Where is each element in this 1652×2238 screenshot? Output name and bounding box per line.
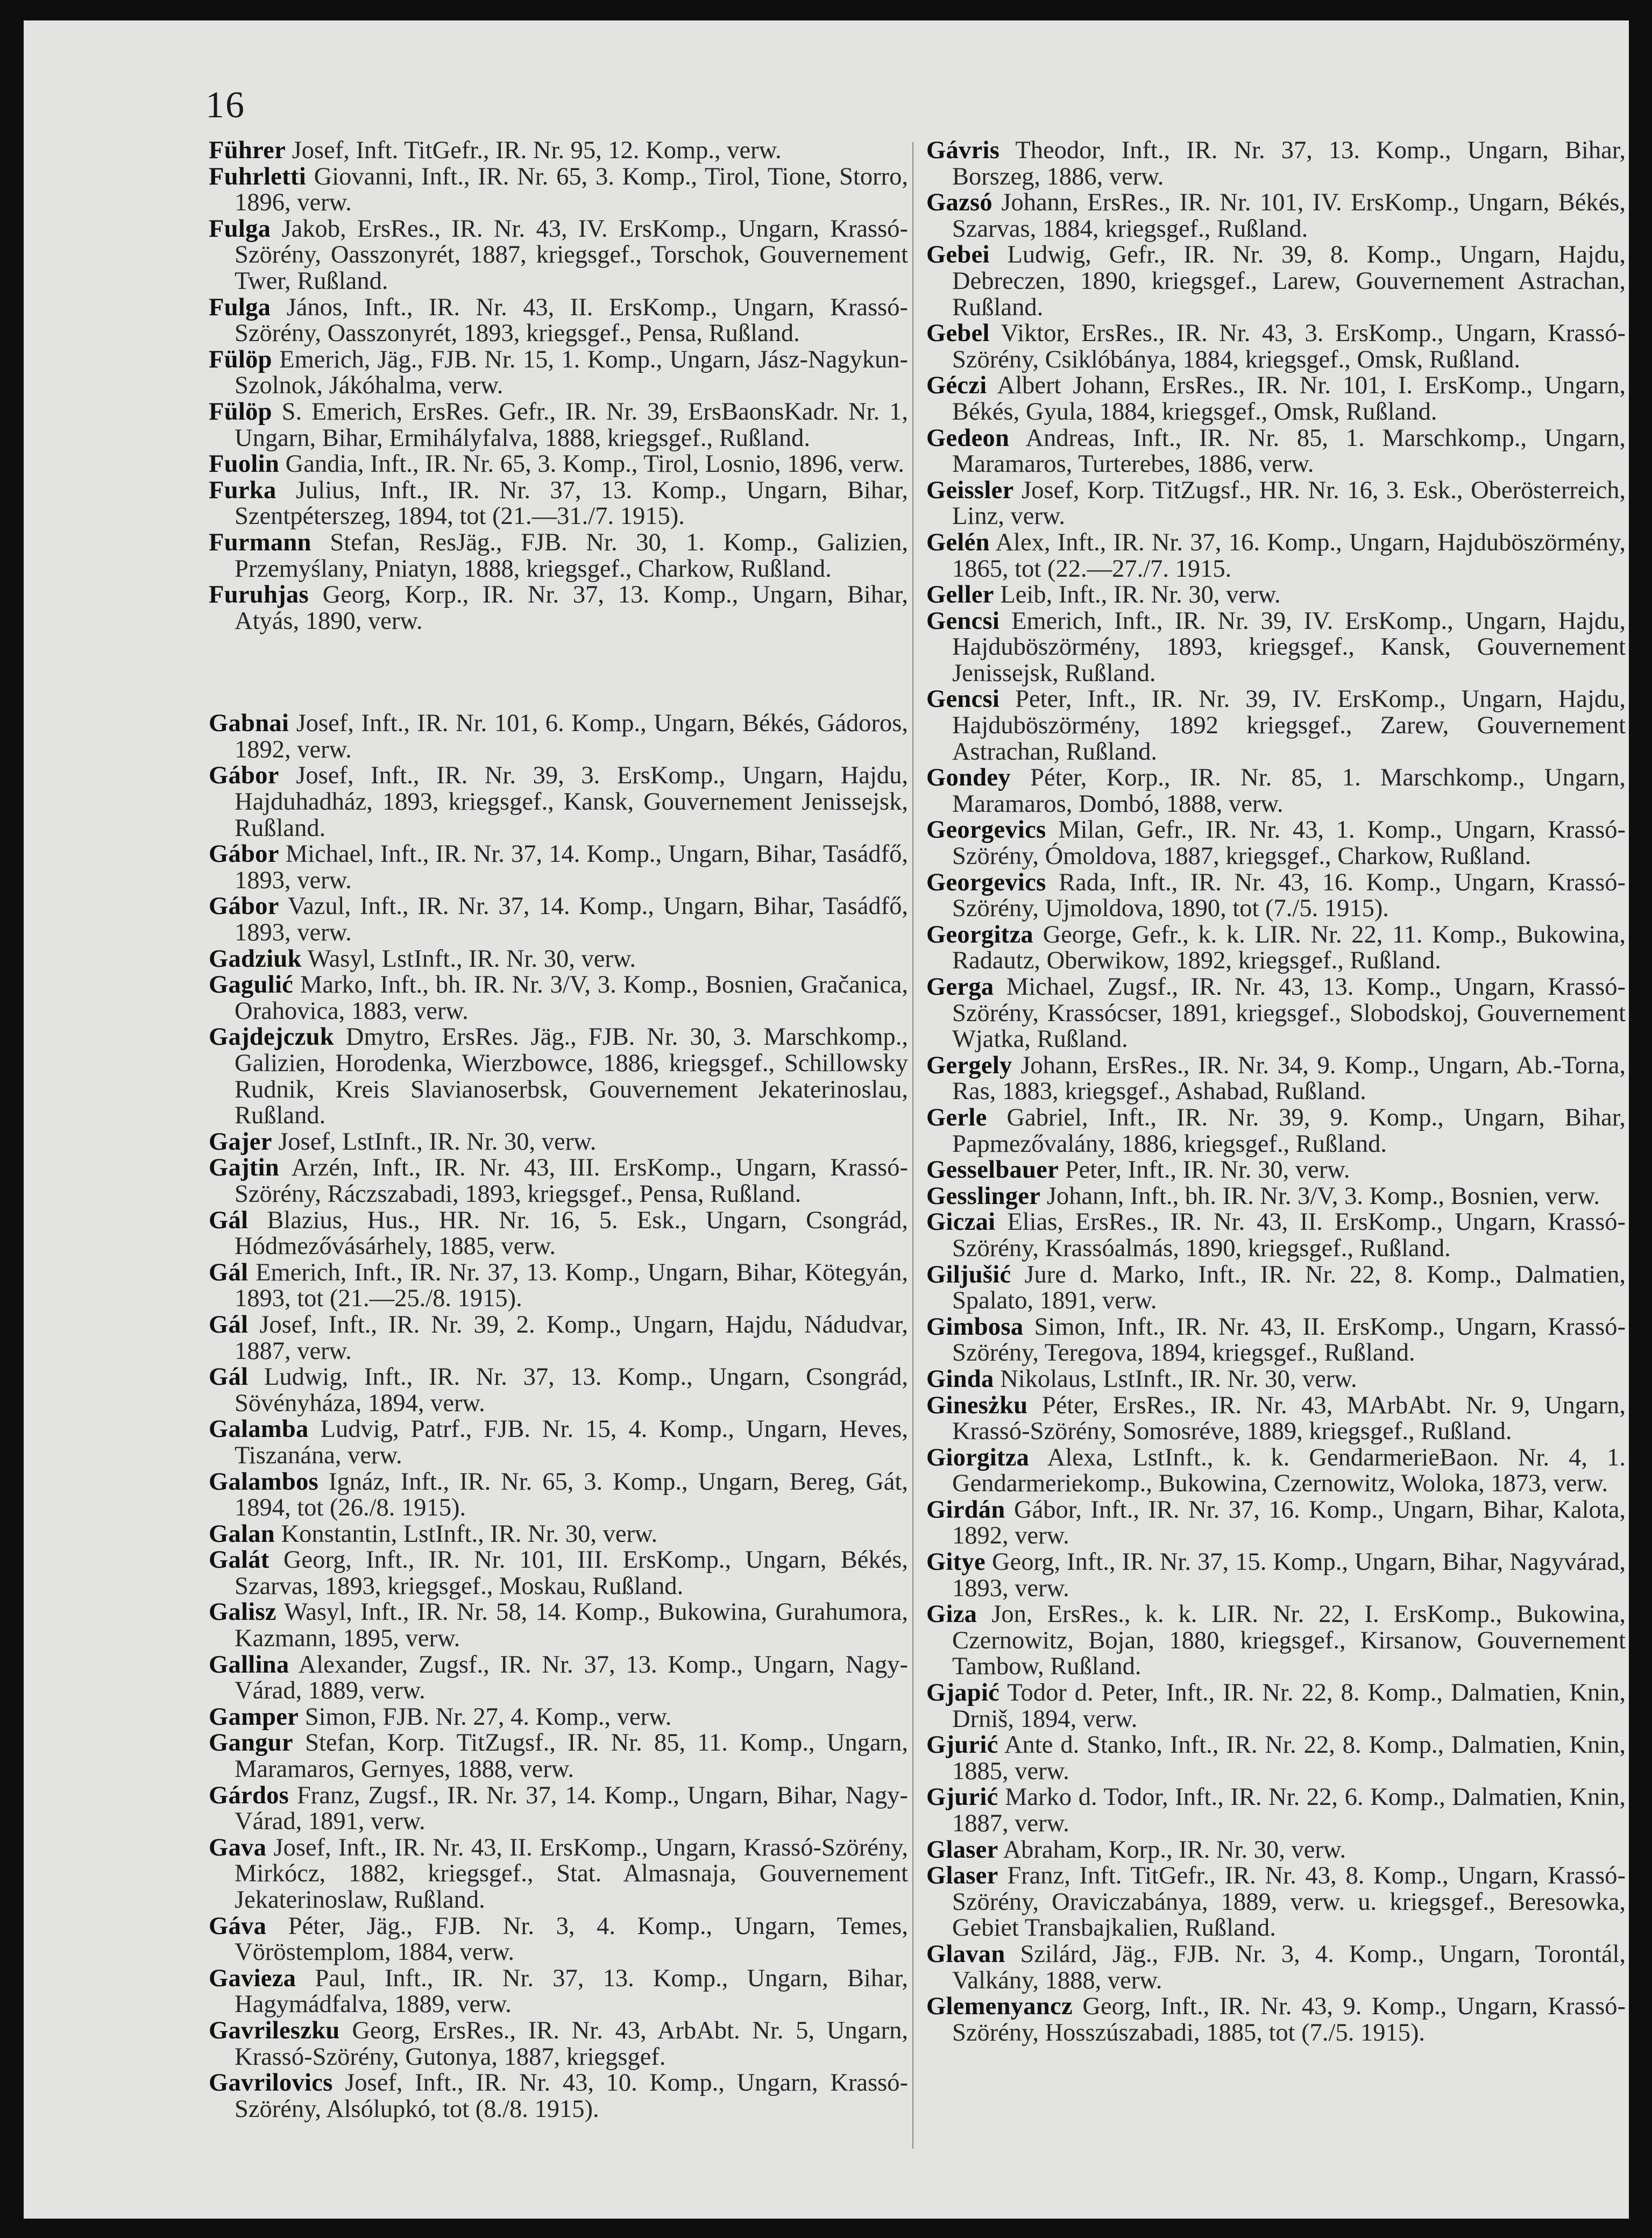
entry-details: Georg, Inft., IR. Nr. 43, 9. Komp., Ungarn, Krassó-Szörény, Hosszúszabadi, 1885, tot (7./5. 1915). — [952, 1993, 1626, 2046]
register-entry — [209, 972, 908, 1024]
register-entry — [209, 1783, 908, 1835]
entry-details: Ante d. Stanko, Inft., IR. Nr. 22, 8. Komp., Dalmatien, Knin, 1885, verw. — [952, 1731, 1626, 1785]
register-entry — [209, 1547, 908, 1599]
entry-details: Rada, Inft., IR. Nr. 43, 16. Komp., Ungarn, Krassó-Szörény, Ujmoldova, 1890, tot (7./5. 1915). — [952, 868, 1626, 923]
entry-details: Julius, Inft., IR. Nr. 37, 13. Komp., Ungarn, Bihar, Szentpéterszeg, 1894, tot (21.—31./7. 1915). — [235, 476, 908, 530]
entry-surname: Führer — [209, 137, 286, 164]
entry-details: Jure d. Marko, Inft., IR. Nr. 22, 8. Komp., Dalmatien, Spalato, 1891, verw. — [952, 1260, 1626, 1315]
entry-details: Georg, Korp., IR. Nr. 37, 13. Komp., Ungarn, Bihar, Atyás, 1890, verw. — [235, 581, 908, 635]
left-column — [209, 138, 908, 2122]
entry-surname: Fülöp — [209, 345, 272, 373]
entry-surname: Gál — [209, 1311, 249, 1338]
entry-details: Ludwig, Gefr., IR. Nr. 39, 8. Komp., Ungarn, Hajdu, Debreczen, 1890, kriegsgef., Larew, Gouvernement Astrachan, Rußland. — [952, 241, 1626, 321]
entry-surname: Gebel — [926, 320, 990, 348]
register-entry — [209, 530, 908, 582]
entry-details: Georg, ErsRes., IR. Nr. 43, ArbAbt. Nr. 5, Ungarn, Krassó-Szörény, Gutonya, 1887, kriegsgef. — [235, 2016, 908, 2071]
register-entry — [926, 1942, 1626, 1994]
entry-details: Gabriel, Inft., IR. Nr. 39, 9. Komp., Ungarn, Bihar, Papmezővalány, 1886, kriegsgef., Rußland. — [952, 1103, 1626, 1158]
document-page — [24, 20, 1629, 2219]
entry-surname: Gadziuk — [209, 945, 302, 973]
register-entry — [209, 1024, 908, 1129]
register-entry — [209, 1966, 908, 2018]
register-entry — [926, 321, 1626, 373]
register-entry — [926, 974, 1626, 1053]
entry-details: Péter, Korp., IR. Nr. 85, 1. Marschkomp., Ungarn, Maramaros, Dombó, 1888, verw. — [952, 764, 1626, 818]
register-entry — [209, 295, 908, 347]
entry-details: Leib, Inft., IR. Nr. 30, verw. — [994, 581, 1281, 609]
entry-details: Peter, Inft., IR. Nr. 30, verw. — [1059, 1156, 1350, 1184]
entry-surname: Gábor — [209, 762, 279, 790]
register-entry — [926, 1366, 1626, 1393]
entry-surname: Galan — [209, 1520, 275, 1548]
register-entry — [209, 711, 908, 763]
register-entry — [926, 1314, 1626, 1366]
entry-surname: Fulga — [209, 215, 271, 243]
entry-surname: Gjurić — [926, 1731, 998, 1759]
entry-details: Stefan, Korp. TitZugsf., IR. Nr. 85, 11. Komp., Ungarn, Maramaros, Gernyes, 1888, verw. — [235, 1729, 908, 1783]
register-entry — [209, 1835, 908, 1914]
entry-surname: Gáva — [209, 1912, 267, 1940]
register-entry — [926, 1262, 1626, 1314]
entry-details: S. Emerich, ErsRes. Gefr., IR. Nr. 39, ErsBaonsKadr. Nr. 1, Ungarn, Bihar, Ermihályfalva, 1888, kriegsgef., Rußland. — [235, 398, 908, 452]
register-entry — [209, 478, 908, 530]
register-entry — [926, 582, 1626, 608]
entry-surname: Geissler — [926, 476, 1014, 504]
entry-surname: Girdán — [926, 1496, 1005, 1524]
register-entry — [926, 922, 1626, 974]
register-entry — [926, 1732, 1626, 1784]
register-entry — [209, 1364, 908, 1417]
entry-surname: Glavan — [926, 1940, 1005, 1968]
entry-surname: Gebei — [926, 241, 990, 269]
register-entry — [926, 1184, 1626, 1210]
entry-details: Arzén, Inft., IR. Nr. 43, III. ErsKomp., Ungarn, Krassó-Szörény, Ráczszabadi, 1893, kriegsgef., Pensa, Rußland. — [235, 1154, 908, 1208]
entry-surname: Georgevics — [926, 868, 1046, 896]
register-entry — [926, 426, 1626, 478]
entry-details: Johann, ErsRes., IR. Nr. 34, 9. Komp., Ungarn, Ab.-Torna, Ras, 1883, kriegsgef., Ashabad, Rußland. — [952, 1051, 1626, 1106]
entry-surname: Gelén — [926, 528, 990, 556]
entry-details: Ludvig, Patrf., FJB. Nr. 15, 4. Komp., Ungarn, Heves, Tiszanána, verw. — [235, 1415, 908, 1469]
entry-details: Johann, Inft., bh. IR. Nr. 3/V, 3. Komp., Bosnien, verw. — [1040, 1182, 1600, 1210]
register-entry — [926, 138, 1626, 190]
entry-details: Josef, Korp. TitZugsf., HR. Nr. 16, 3. Esk., Oberösterreich, Linz, verw. — [952, 476, 1626, 530]
register-entry — [209, 1129, 908, 1156]
entry-surname: Gava — [209, 1833, 267, 1861]
entry-details: Josef, Inft., IR. Nr. 43, 10. Komp., Ungarn, Krassó-Szörény, Alsólupkó, tot (8./8. 1915). — [235, 2069, 908, 2123]
entry-surname: Glaser — [926, 1836, 998, 1864]
entry-surname: Ginesżku — [926, 1391, 1028, 1419]
entry-details: Ignáz, Inft., IR. Nr. 65, 3. Komp., Ungarn, Bereg, Gát, 1894, tot (26./8. 1915). — [235, 1468, 908, 1522]
entry-surname: Gitye — [926, 1548, 985, 1576]
entry-details: Peter, Inft., IR. Nr. 39, IV. ErsKomp., Ungarn, Hajdu, Hajduböszörmény, 1892 kriegsgef., Zarew, Gouvernement Astrachan, Rußland. — [952, 685, 1626, 766]
register-entry — [926, 870, 1626, 922]
register-entry — [209, 1208, 908, 1260]
entry-surname: Gencsi — [926, 685, 1000, 713]
entry-details: Theodor, Inft., IR. Nr. 37, 13. Komp., Ungarn, Bihar, Borszeg, 1886, verw. — [952, 137, 1626, 190]
entry-surname: Gabnai — [209, 710, 289, 738]
entry-surname: Gavieza — [209, 1964, 296, 1992]
entry-surname: Géczi — [926, 372, 987, 400]
entry-details: Alex, Inft., IR. Nr. 37, 16. Komp., Ungarn, Hajduböszörmény, 1865, tot (22.—27./7. 1915. — [952, 528, 1626, 583]
register-entry — [926, 1994, 1626, 2046]
right-column — [926, 138, 1626, 2046]
entry-details: Jon, ErsRes., k. k. LIR. Nr. 22, I. ErsKomp., Bukowina, Czernowitz, Bojan, 1880, kriegsgef., Kirsanow, Gouvernement Tambow, Rußland. — [952, 1600, 1626, 1681]
entry-details: Emerich, Jäg., FJB. Nr. 15, 1. Komp., Ungarn, Jász-Nagykun-Szolnok, Jákóhalma, verw. — [235, 345, 908, 400]
entry-surname: Gondey — [926, 764, 1011, 792]
entry-surname: Galamba — [209, 1415, 309, 1443]
entry-surname: Gazsó — [926, 189, 992, 217]
entry-surname: Furmann — [209, 528, 311, 556]
entry-surname: Fulga — [209, 293, 271, 321]
register-entry — [926, 1549, 1626, 1602]
entry-surname: Gavrileszku — [209, 2016, 340, 2044]
entry-details: Josef, Inft., IR. Nr. 43, II. ErsKomp., Ungarn, Krassó-Szörény, Mirkócz, 1882, kriegsgef., Stat. Almasnaja, Gouvernement Jekaterinoslaw, Rußland. — [235, 1833, 908, 1914]
entry-details: Simon, FJB. Nr. 27, 4. Komp., verw. — [299, 1703, 672, 1731]
register-entry — [209, 841, 908, 894]
register-entry — [926, 765, 1626, 817]
entry-surname: Gál — [209, 1363, 249, 1391]
entry-surname: Gamper — [209, 1703, 299, 1731]
register-entry — [209, 1155, 908, 1207]
entry-details: Josef, Inft., IR. Nr. 39, 2. Komp., Ungarn, Hajdu, Nádudvar, 1887, verw. — [235, 1311, 908, 1365]
register-entry — [209, 763, 908, 841]
entry-surname: Gajer — [209, 1128, 272, 1156]
entry-surname: Gagulić — [209, 971, 294, 999]
entry-surname: Georgevics — [926, 816, 1046, 844]
entry-details: Josef, Inft., IR. Nr. 101, 6. Komp., Ungarn, Békés, Gádoros, 1892, verw. — [235, 710, 908, 763]
entry-details: Konstantin, LstInft., IR. Nr. 30, verw. — [274, 1520, 658, 1548]
entry-surname: Giczai — [926, 1208, 996, 1236]
register-entry — [209, 1704, 908, 1731]
entry-surname: Giljušić — [926, 1260, 1011, 1288]
register-entry — [926, 1784, 1626, 1837]
entry-details: Todor d. Peter, Inft., IR. Nr. 22, 8. Komp., Dalmatien, Knin, Drniš, 1894, verw. — [952, 1679, 1626, 1733]
entry-surname: Gábor — [209, 893, 279, 920]
entry-surname: Gárdos — [209, 1781, 289, 1809]
register-entry — [209, 582, 908, 634]
entry-surname: Ginda — [926, 1365, 994, 1393]
entry-details: Nikolaus, LstInft., IR. Nr. 30, verw. — [994, 1365, 1357, 1393]
entry-details: Emerich, Inft., IR. Nr. 37, 13. Komp., Ungarn, Bihar, Kötegyán, 1893, tot (21.—25./8. 1915). — [235, 1258, 908, 1313]
register-entry — [209, 1521, 908, 1548]
entry-details: Milan, Gefr., IR. Nr. 43, 1. Komp., Ungarn, Krassó-Szörény, Ómoldova, 1887, kriegsgef., Charkow, Rußland. — [952, 816, 1626, 870]
register-entry — [209, 216, 908, 295]
entry-surname: Gerga — [926, 973, 994, 1001]
entry-details: Andreas, Inft., IR. Nr. 85, 1. Marschkomp., Ungarn, Maramaros, Turterebes, 1886, verw. — [952, 424, 1626, 478]
entry-surname: Gimbosa — [926, 1313, 1024, 1341]
register-entry — [926, 608, 1626, 687]
entry-details: Josef, Inft. TitGefr., IR. Nr. 95, 12. Komp., verw. — [286, 137, 782, 164]
register-entry — [926, 1157, 1626, 1184]
register-entry — [209, 399, 908, 451]
entry-surname: Gajtin — [209, 1154, 279, 1182]
entry-surname: Fülöp — [209, 398, 272, 426]
entry-details: Abraham, Korp., IR. Nr. 30, verw. — [998, 1836, 1346, 1864]
entry-details: Michael, Inft., IR. Nr. 37, 14. Komp., Ungarn, Bihar, Tasádfő, 1893, verw. — [235, 840, 908, 894]
entry-surname: Gjurić — [926, 1783, 998, 1811]
entry-details: Wasyl, Inft., IR. Nr. 58, 14. Komp., Bukowina, Gurahumora, Kazmann, 1895, verw. — [235, 1598, 908, 1653]
entry-details: Dmytro, ErsRes. Jäg., FJB. Nr. 30, 3. Marschkomp., Galizien, Horodenka, Wierzbowce, 1886, kriegsgef., Schillowsky Rudnik, Kreis Slavianoserbsk, Gouvernement Jekaterinoslau, Rußland. — [235, 1023, 908, 1130]
register-entry — [209, 1730, 908, 1782]
entry-surname: Gávris — [926, 137, 1000, 164]
entry-surname: Giorgitza — [926, 1443, 1030, 1471]
register-entry — [209, 1469, 908, 1521]
entry-surname: Giza — [926, 1600, 977, 1628]
section-gap — [209, 634, 908, 711]
entry-surname: Gábor — [209, 840, 279, 868]
entry-surname: Gjapić — [926, 1679, 1000, 1707]
entry-surname: Fuhrletti — [209, 162, 306, 190]
entry-surname: Galisz — [209, 1598, 276, 1626]
entry-details: János, Inft., IR. Nr. 43, II. ErsKomp., Ungarn, Krassó-Szörény, Oasszonyrét, 1893, kriegsgef., Pensa, Rußland. — [235, 293, 908, 348]
entry-surname: Furuhjas — [209, 581, 309, 609]
entry-details: Albert Johann, ErsRes., IR. Nr. 101, I. ErsKomp., Ungarn, Békés, Gyula, 1884, kriegsgef., Omsk, Rußland. — [952, 372, 1626, 426]
entry-details: Franz, Zugsf., IR. Nr. 37, 14. Komp., Ungarn, Bihar, Nagy-Várad, 1891, verw. — [235, 1781, 908, 1836]
entry-surname: Glaser — [926, 1862, 998, 1890]
entry-details: Péter, ErsRes., IR. Nr. 43, MArbAbt. Nr. 9, Ungarn, Krassó-Szörény, Somosréve, 1889, kriegsgef., Rußland. — [952, 1391, 1626, 1446]
register-entry — [209, 1652, 908, 1704]
entry-details: Wasyl, LstInft., IR. Nr. 30, verw. — [301, 945, 636, 973]
register-entry — [926, 686, 1626, 765]
register-entry — [209, 1312, 908, 1364]
register-entry — [926, 1602, 1626, 1680]
register-entry — [209, 1914, 908, 1966]
register-entry — [926, 190, 1626, 242]
register-entry — [926, 1393, 1626, 1445]
register-entry — [209, 138, 908, 164]
register-entry — [209, 1260, 908, 1312]
register-entry — [926, 817, 1626, 869]
entry-surname: Gavrilovics — [209, 2069, 333, 2097]
column-divider — [912, 142, 913, 2149]
entry-surname: Gerle — [926, 1103, 987, 1131]
entry-surname: Gergely — [926, 1051, 1012, 1079]
register-entry — [926, 1680, 1626, 1732]
register-entry — [926, 1837, 1626, 1864]
entry-details: Szilárd, Jäg., FJB. Nr. 3, 4. Komp., Ungarn, Torontál, Valkány, 1888, verw. — [952, 1940, 1626, 1994]
entry-details: Gandia, Inft., IR. Nr. 65, 3. Komp., Tirol, Losnio, 1896, verw. — [279, 450, 905, 478]
entry-details: Georg, Inft., IR. Nr. 37, 15. Komp., Ungarn, Bihar, Nagyvárad, 1893, verw. — [952, 1548, 1626, 1602]
register-entry — [209, 347, 908, 399]
entry-surname: Gesslinger — [926, 1182, 1041, 1210]
entry-surname: Gesselbauer — [926, 1156, 1059, 1184]
entry-details: Franz, Inft. TitGefr., IR. Nr. 43, 8. Komp., Ungarn, Krassó-Szörény, Oraviczabánya, 1889, verw. u. kriegsgef., Beresowka, Gebiet Transbajkalien, Rußland. — [952, 1862, 1626, 1942]
register-entry — [209, 894, 908, 946]
entry-details: Georg, Inft., IR. Nr. 101, III. ErsKomp., Ungarn, Békés, Szarvas, 1893, kriegsgef., Moskau, Rußland. — [235, 1546, 908, 1600]
entry-details: Jakob, ErsRes., IR. Nr. 43, IV. ErsKomp., Ungarn, Krassó-Szörény, Oasszonyrét, 1887, kriegsgef., Torschok, Gouvernement Twer, Rußland. — [235, 215, 908, 295]
entry-details: Vazul, Inft., IR. Nr. 37, 14. Komp., Ungarn, Bihar, Tasádfő, 1893, verw. — [235, 893, 908, 947]
register-entry — [926, 1497, 1626, 1549]
register-entry — [926, 1863, 1626, 1942]
entry-surname: Gangur — [209, 1729, 293, 1757]
entry-details: Alexander, Zugsf., IR. Nr. 37, 13. Komp., Ungarn, Nagy-Várad, 1889, verw. — [235, 1651, 908, 1705]
entry-details: Emerich, Inft., IR. Nr. 39, IV. ErsKomp., Ungarn, Hajdu, Hajduböszörmény, 1893, kriegsgef., Kansk, Gouvernement Jenissejsk, Rußland. — [952, 607, 1626, 687]
register-entry — [926, 530, 1626, 582]
entry-details: Giovanni, Inft., IR. Nr. 65, 3. Komp., Tirol, Tione, Storro, 1896, verw. — [235, 162, 908, 217]
entry-surname: Gencsi — [926, 607, 1000, 635]
entry-surname: Fuolin — [209, 450, 280, 478]
entry-details: Elias, ErsRes., IR. Nr. 43, II. ErsKomp., Ungarn, Krassó-Szörény, Krassóalmás, 1890, kriegsgef., Rußland. — [952, 1208, 1626, 1262]
entry-surname: Galambos — [209, 1468, 318, 1496]
entry-details: Paul, Inft., IR. Nr. 37, 13. Komp., Ungarn, Bihar, Hagymádfalva, 1889, verw. — [235, 1964, 908, 2019]
entry-details: Alexa, LstInft., k. k. GendarmerieBaon. Nr. 4, 1. Gendarmeriekomp., Bukowina, Czernowitz, Woloka, 1873, verw. — [952, 1443, 1626, 1498]
entry-surname: Gallina — [209, 1651, 289, 1678]
entry-details: Simon, Inft., IR. Nr. 43, II. ErsKomp., Ungarn, Krassó-Szörény, Teregova, 1894, kriegsgef., Rußland. — [952, 1313, 1626, 1367]
register-entry — [209, 164, 908, 216]
register-entry — [926, 242, 1626, 321]
register-entry — [209, 451, 908, 478]
register-entry — [209, 1417, 908, 1469]
entry-surname: Galát — [209, 1546, 270, 1574]
register-entry — [209, 2018, 908, 2070]
register-entry — [926, 1105, 1626, 1157]
register-entry — [926, 1053, 1626, 1105]
entry-surname: Gál — [209, 1206, 249, 1234]
entry-surname: Gedeon — [926, 424, 1010, 452]
entry-surname: Furka — [209, 476, 276, 504]
register-entry — [926, 1209, 1626, 1262]
entry-details: Josef, Inft., IR. Nr. 39, 3. ErsKomp., Ungarn, Hajdu, Hajduhadház, 1893, kriegsgef., Kansk, Gouvernement Jenissejsk, Rußland. — [235, 762, 908, 842]
entry-details: George, Gefr., k. k. LIR. Nr. 22, 11. Komp., Bukowina, Radautz, Oberwikow, 1892, kriegsgef., Rußland. — [952, 920, 1626, 975]
register-entry — [926, 478, 1626, 530]
entry-surname: Glemenyancz — [926, 1993, 1073, 2021]
entry-details: Marko d. Todor, Inft., IR. Nr. 22, 6. Komp., Dalmatien, Knin, 1887, verw. — [952, 1783, 1626, 1837]
entry-details: Ludwig, Inft., IR. Nr. 37, 13. Komp., Ungarn, Csongrád, Sövényháza, 1894, verw. — [235, 1363, 908, 1417]
entry-details: Viktor, ErsRes., IR. Nr. 43, 3. ErsKomp., Ungarn, Krassó-Szörény, Csiklóbánya, 1884, kriegsgef., Omsk, Rußland. — [952, 320, 1626, 373]
register-entry — [209, 946, 908, 973]
register-entry — [926, 373, 1626, 425]
entry-details: Stefan, ResJäg., FJB. Nr. 30, 1. Komp., Galizien, Przemyślany, Pniatyn, 1888, kriegsgef., Charkow, Rußland. — [235, 528, 908, 583]
register-entry — [209, 2070, 908, 2122]
entry-details: Gábor, Inft., IR. Nr. 37, 16. Komp., Ungarn, Bihar, Kalota, 1892, verw. — [952, 1496, 1626, 1550]
entry-details: Péter, Jäg., FJB. Nr. 3, 4. Komp., Ungarn, Temes, Vöröstemplom, 1884, verw. — [235, 1912, 908, 1966]
entry-surname: Gajdejczuk — [209, 1023, 334, 1051]
entry-details: Johann, ErsRes., IR. Nr. 101, IV. ErsKomp., Ungarn, Békés, Szarvas, 1884, kriegsgef., Rußland. — [952, 189, 1626, 243]
page-number: 16 — [205, 84, 245, 126]
entry-surname: Geller — [926, 581, 994, 609]
entry-details: Josef, LstInft., IR. Nr. 30, verw. — [272, 1128, 597, 1156]
register-entry — [209, 1599, 908, 1652]
entry-surname: Georgitza — [926, 920, 1033, 948]
entry-details: Marko, Inft., bh. IR. Nr. 3/V, 3. Komp., Bosnien, Gračanica, Orahovica, 1883, verw. — [235, 971, 908, 1025]
entry-details: Blazius, Hus., HR. Nr. 16, 5. Esk., Ungarn, Csongrád, Hódmezővásárhely, 1885, verw. — [235, 1206, 908, 1260]
entry-details: Michael, Zugsf., IR. Nr. 43, 13. Komp., Ungarn, Krassó-Szörény, Krassócser, 1891, kriegsgef., Slobodskoj, Gouvernement Wjatka, Rußland. — [952, 973, 1626, 1053]
entry-surname: Gál — [209, 1258, 249, 1286]
register-entry — [926, 1445, 1626, 1497]
